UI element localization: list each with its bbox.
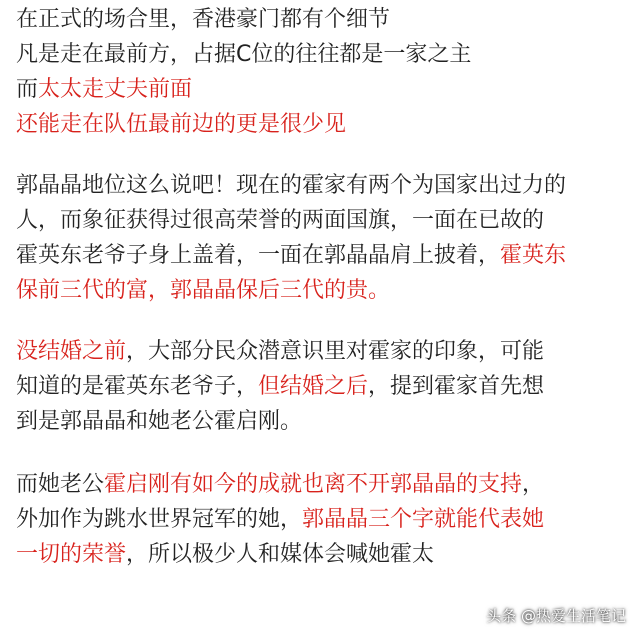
text-line xyxy=(16,72,632,107)
paragraph-gap xyxy=(16,439,632,467)
paragraph xyxy=(16,168,632,308)
text-line xyxy=(16,404,632,439)
body-text: 凡是走在最前方，占据C位的往往都是一家之主 xyxy=(16,42,472,67)
text-line xyxy=(16,238,632,273)
body-text: 知道的是霍英东老爷子， xyxy=(16,374,259,399)
text-line xyxy=(16,203,632,238)
body-text: ， xyxy=(522,472,545,497)
highlighted-text: 霍启刚有如今的成就也离不开郭晶晶的支持 xyxy=(104,472,523,497)
body-text: 到是郭晶晶和她老公霍启刚。 xyxy=(16,409,303,434)
paragraph-gap xyxy=(16,308,632,334)
highlighted-text: 还能走在队伍最前边的更是很少见 xyxy=(16,112,347,137)
text-line xyxy=(16,502,632,537)
text-line xyxy=(16,2,632,37)
text-line xyxy=(16,467,632,502)
paragraph xyxy=(16,2,632,142)
text-line xyxy=(16,334,632,369)
body-text: 在正式的场合里，香港豪门都有个细节 xyxy=(16,7,391,32)
paragraph xyxy=(16,467,632,572)
highlighted-text: 但结婚之后 xyxy=(258,374,369,399)
body-text: ，所以极少人和媒体会喊她霍太 xyxy=(126,542,435,567)
body-text: 外加作为跳水世界冠军的她， xyxy=(16,507,303,532)
body-text: 而她老公 xyxy=(16,472,105,497)
text-line xyxy=(16,273,632,308)
highlighted-text: 太太走丈夫前面 xyxy=(38,77,193,102)
body-text: 霍英东老爷子身上盖着，一面在郭晶晶肩上披着， xyxy=(16,243,501,268)
highlighted-text: 保前三代的富，郭晶晶保后三代的贵。 xyxy=(16,278,391,303)
body-text: ，提到霍家首先想 xyxy=(368,374,545,399)
body-text: 而 xyxy=(16,77,39,102)
text-line xyxy=(16,537,632,572)
paragraph-gap xyxy=(16,142,632,168)
highlighted-text: 霍英东 xyxy=(500,243,567,268)
body-text: 郭晶晶地位这么说吧！现在的霍家有两个为国家出过力的 xyxy=(16,173,567,198)
highlighted-text: 没结婚之前 xyxy=(16,339,127,364)
watermark: 头条 @热爱生活笔记 xyxy=(486,607,626,625)
text-line xyxy=(16,168,632,203)
text-line xyxy=(16,369,632,404)
body-text: ，大部分民众潜意识里对霍家的印象，可能 xyxy=(126,339,545,364)
highlighted-text: 郭晶晶三个字就能代表她 xyxy=(302,507,545,532)
text-line xyxy=(16,37,632,72)
paragraph xyxy=(16,334,632,439)
highlighted-text: 一切的荣誉 xyxy=(16,542,127,567)
text-line xyxy=(16,107,632,142)
body-text: 人，而象征获得过很高荣誉的两面国旗，一面在已故的 xyxy=(16,208,545,233)
